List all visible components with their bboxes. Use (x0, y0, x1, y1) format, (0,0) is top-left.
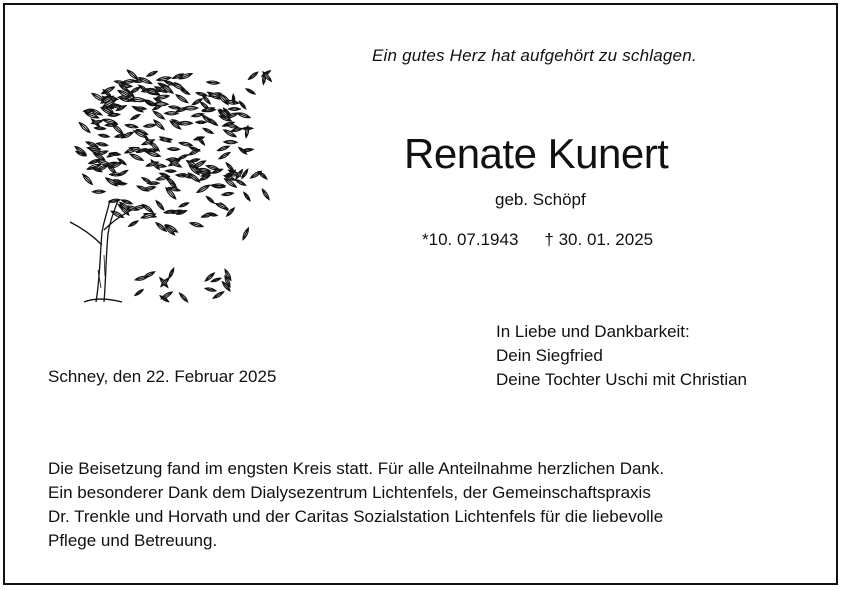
leaf-shape (108, 198, 120, 203)
notice-line: Pflege und Betreuung. (48, 531, 218, 550)
motto: Ein gutes Herz hat aufgehört zu schlagen. (372, 46, 697, 65)
leaf-shape (78, 121, 91, 134)
leaf-shape (81, 173, 93, 186)
leaf-shape (128, 220, 139, 228)
notice-line: Die Beisetzung fand im engsten Kreis statt. Für alle Anteilnahme herzlichen Dank. (48, 459, 665, 478)
leaf-shape (96, 142, 108, 147)
leaf-shape (211, 277, 221, 283)
leaf-shape (178, 292, 189, 303)
leaf-shape (196, 91, 208, 97)
mourner-line: Deine Tochter Uschi mit Christian (496, 370, 747, 389)
leaf-shape (228, 108, 240, 111)
leaf-shape (225, 123, 239, 129)
leaf-shape (206, 195, 216, 204)
leaf-shape (261, 188, 271, 200)
leaf-shape (237, 111, 251, 119)
leaf-shape (130, 113, 140, 120)
leaf-shape (111, 123, 124, 135)
place-date: Schney, den 22. Februar 2025 (48, 367, 277, 386)
leaf-shape (146, 70, 158, 77)
leaf-shape (144, 123, 156, 127)
leaf-shape (191, 112, 203, 117)
leaf-shape (125, 123, 138, 128)
leaf-shape (190, 221, 204, 228)
leaf-shape (129, 152, 144, 161)
funeral-notice (48, 457, 664, 553)
leaf-shape (243, 191, 251, 201)
leaf-shape (241, 227, 249, 240)
leaf-shape (202, 127, 213, 135)
maiden-name: geb. Schöpf (495, 190, 586, 209)
notice-line: Dr. Trenkle und Horvath und der Caritas Sozialstation Lichtenfels für die liebevolle (48, 507, 664, 526)
leaf-shape (148, 182, 160, 185)
leaf-shape (168, 268, 175, 279)
leaf-shape (235, 178, 247, 186)
leaf-shape (92, 190, 105, 193)
life-dates (422, 230, 653, 250)
leaf-shape (168, 147, 180, 151)
leaf-shape (257, 170, 267, 180)
leaf-shape (135, 275, 149, 281)
leaf-shape (175, 93, 189, 104)
death-date: † 30. 01. 2025 (544, 230, 654, 249)
leaf-shape (207, 80, 220, 84)
leaf-shape (126, 69, 139, 81)
leaf-shape (224, 140, 237, 144)
leaf-shape (217, 145, 230, 152)
birth-date: *10. 07.1943 (422, 230, 519, 249)
leaf-shape (189, 158, 200, 163)
tree-illustration (44, 40, 274, 308)
leaf-shape (116, 182, 126, 185)
leaf-shape (122, 79, 136, 84)
leaf-shape (218, 151, 231, 160)
leaf-shape (165, 170, 175, 173)
leaf-shape (98, 134, 109, 139)
mourners-block (496, 320, 747, 392)
leaf-shape (134, 288, 144, 296)
leaf-shape (205, 287, 216, 292)
leaf-shape (248, 71, 259, 81)
mourner-line: Dein Siegfried (496, 346, 603, 365)
leaf-shape (183, 106, 198, 110)
leaf-shape (196, 184, 210, 194)
deceased-name: Renate Kunert (404, 130, 669, 177)
notice-line: Ein besonderer Dank dem Dialysezentrum Lichtenfels, der Gemeinschaftspraxis (48, 483, 651, 502)
leaf-shape (152, 110, 165, 120)
leaf-shape (155, 200, 165, 211)
leaf-shape (141, 203, 154, 214)
leaf-shape (169, 105, 181, 109)
leaf-shape (222, 192, 234, 197)
leaf-shape (196, 121, 206, 124)
leaf-shape (245, 88, 255, 96)
leaf-shape (179, 141, 193, 147)
leaf-shape (179, 202, 190, 208)
leaf-shape (94, 127, 105, 131)
mourners-intro: In Liebe und Dankbarkeit: (496, 322, 690, 341)
leaf-shape (165, 112, 179, 115)
